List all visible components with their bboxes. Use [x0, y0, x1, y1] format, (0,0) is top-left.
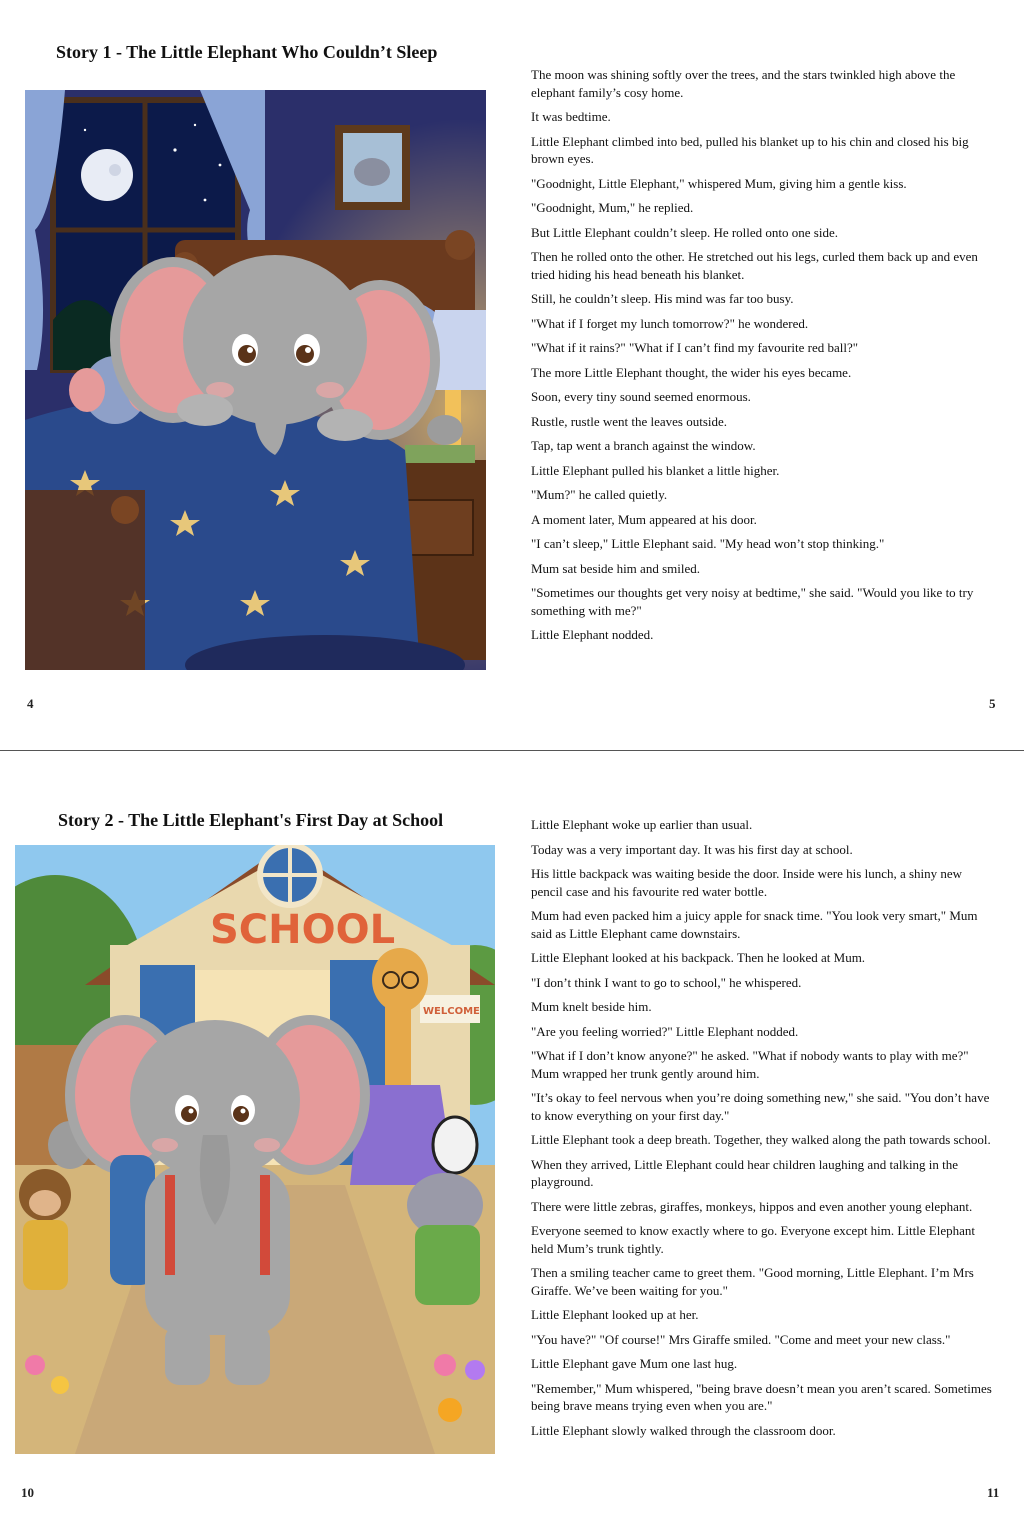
- paragraph: "What if it rains?" "What if I can’t find my favourite red ball?": [531, 340, 859, 355]
- paragraph: The moon was shining softly over the trees, and the stars twinkled high above the elephant family’s cosy home.: [531, 67, 956, 100]
- page-number-right: 11: [987, 1485, 1000, 1500]
- paragraph: Tap, tap went a branch against the window.: [531, 438, 756, 453]
- paragraph: Mum sat beside him and smiled.: [531, 560, 700, 576]
- paragraph: Still, he couldn’t sleep. His mind was far too busy.: [531, 291, 794, 306]
- paragraph: Then he rolled onto the other. He stretched out his legs, curled them back up and even tried hiding his head beneath his blanket.: [531, 249, 978, 282]
- paragraph: "I can’t sleep," Little Elephant said. "My head won’t stop thinking.": [531, 536, 885, 551]
- paragraph: "It’s okay to feel nervous when you’re doing something new," she said. "You don’t have to know everything on your first day.": [531, 1090, 990, 1123]
- paragraph: Then a smiling teacher came to greet them. "Good morning, Little Elephant. I’m Mrs Giraffe. We’ve been waiting for you.": [531, 1265, 974, 1298]
- paragraph: "What if I forget my lunch tomorrow?" he wondered.: [531, 315, 809, 331]
- story-2-text: [531, 816, 993, 1439]
- paragraph: "I don’t think I want to go to school," he whispered.: [531, 974, 802, 990]
- paragraph: Mum had even packed him a juicy apple for snack time. "You look very smart," Mum said as Little Elephant came downstairs.: [531, 908, 978, 941]
- story-1-text: [531, 66, 991, 644]
- paragraph: When they arrived, Little Elephant could hear children laughing and talking in the playground.: [531, 1156, 959, 1189]
- school-sign: SCHOOL: [210, 907, 396, 953]
- welcome-sign: WELCOME: [423, 1006, 480, 1017]
- paragraph: Little Elephant looked at his backpack. Then he looked at Mum.: [531, 950, 866, 965]
- paragraph: "Goodnight, Mum," he replied.: [531, 200, 694, 215]
- paragraph: Little Elephant gave Mum one last hug.: [531, 1356, 738, 1371]
- paragraph: Little Elephant took a deep breath. Together, they walked along the path towards school.: [531, 1132, 991, 1147]
- story-2-title: Story 2 - The Little Elephant's First Day at School: [58, 810, 444, 830]
- paragraph: Little Elephant woke up earlier than usual.: [531, 817, 753, 832]
- paragraph: Little Elephant looked up at her.: [531, 1307, 699, 1322]
- story-1-title: Story 1 - The Little Elephant Who Couldn’t Sleep: [56, 42, 438, 62]
- paragraph: Rustle, rustle went the leaves outside.: [531, 413, 728, 429]
- page-number-right: 5: [989, 696, 996, 711]
- paragraph: His little backpack was waiting beside the door. Inside were his lunch, a shiny new pencil case and his favourite red water bottle.: [531, 866, 963, 899]
- paragraph: "Sometimes our thoughts get very noisy at bedtime," she said. "Would you like to try something with me?": [531, 585, 974, 618]
- paragraph: "Goodnight, Little Elephant," whispered Mum, giving him a gentle kiss.: [531, 175, 907, 191]
- page-number-left: 10: [21, 1485, 34, 1500]
- paragraph: Soon, every tiny sound seemed enormous.: [531, 389, 751, 404]
- paragraph: Little Elephant slowly walked through the classroom door.: [531, 1422, 836, 1438]
- paragraph: "What if I don’t know anyone?" he asked. "What if nobody wants to play with me?" Mum wrapped her trunk gently around him.: [531, 1048, 969, 1081]
- paragraph: The more Little Elephant thought, the wider his eyes became.: [531, 364, 852, 380]
- paragraph: "You have?" "Of course!" Mrs Giraffe smiled. "Come and meet your new class.": [531, 1331, 951, 1347]
- paragraph: "Are you feeling worried?" Little Elephant nodded.: [531, 1023, 799, 1039]
- paragraph: Little Elephant pulled his blanket a little higher.: [531, 462, 780, 478]
- paragraph: A moment later, Mum appeared at his door.: [531, 511, 757, 527]
- paragraph: Mum knelt beside him.: [531, 999, 652, 1014]
- paragraph: It was bedtime.: [531, 109, 611, 124]
- paragraph: Little Elephant climbed into bed, pulled his blanket up to his chin and closed his big brown eyes.: [531, 133, 969, 166]
- paragraph: "Mum?" he called quietly.: [531, 487, 668, 502]
- page-number-left: 4: [27, 696, 34, 711]
- book-spread-story-2: [0, 751, 1024, 1536]
- book-spread-story-1: [0, 0, 1024, 751]
- paragraph: Today was a very important day. It was his first day at school.: [531, 841, 853, 857]
- bedtime-illustration: [25, 90, 486, 670]
- paragraph: Little Elephant nodded.: [531, 627, 654, 642]
- paragraph: There were little zebras, giraffes, monkeys, hippos and even another young elephant.: [531, 1198, 973, 1214]
- paragraph: "Remember," Mum whispered, "being brave doesn’t mean you aren’t scared. Sometimes being brave means trying even when you are.": [531, 1380, 992, 1413]
- school-illustration: [15, 845, 495, 1454]
- paragraph: Everyone seemed to know exactly where to go. Everyone except him. Little Elephant held Mum’s trunk tightly.: [531, 1223, 976, 1256]
- paragraph: But Little Elephant couldn’t sleep. He rolled onto one side.: [531, 224, 838, 240]
